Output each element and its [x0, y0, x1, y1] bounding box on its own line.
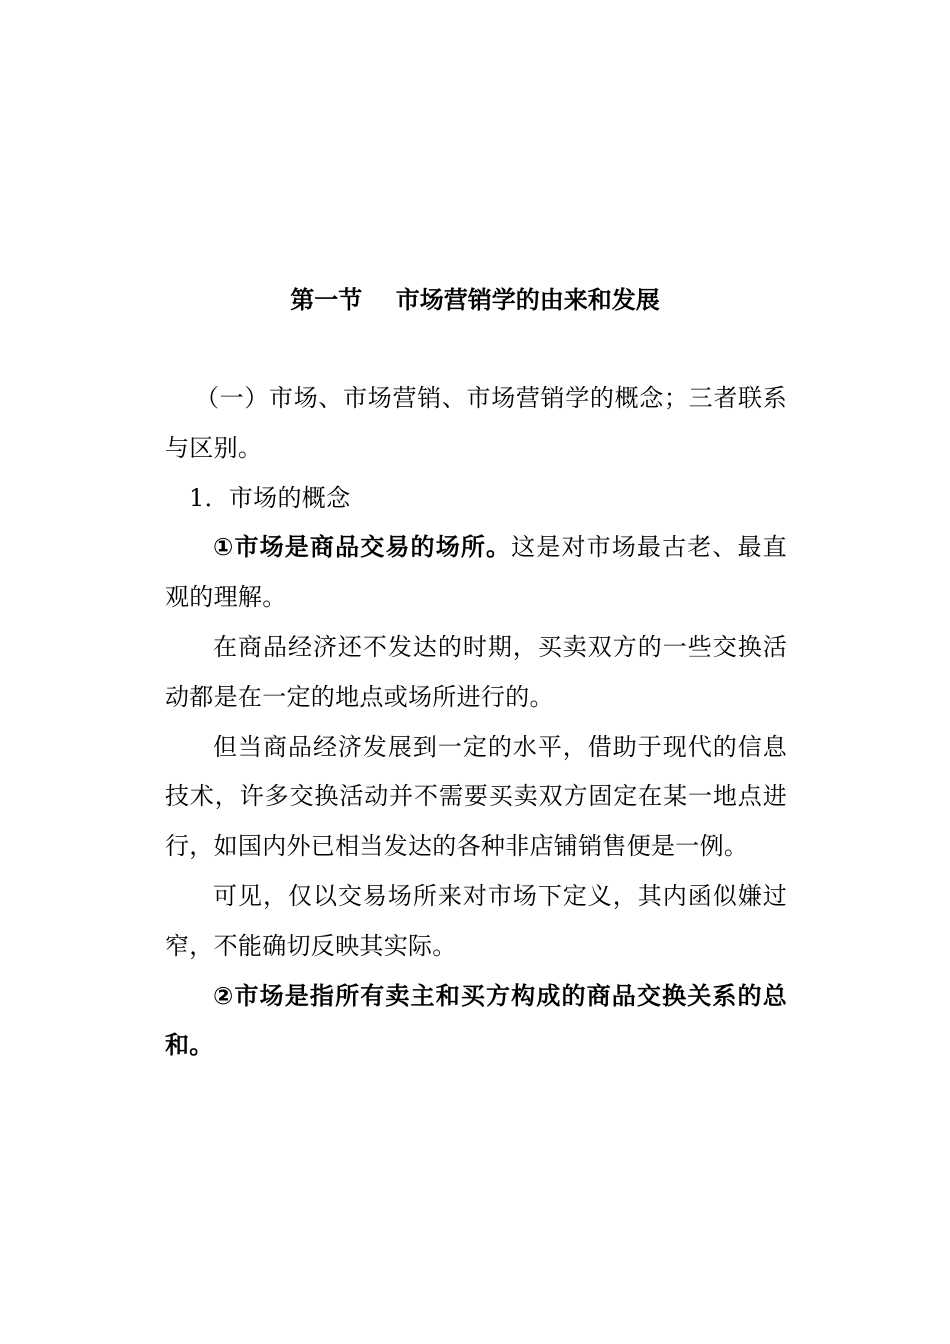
document-body [165, 374, 787, 1071]
paragraph-definition-2 [165, 972, 787, 1072]
paragraph-modern-economy: 但当商品经济发展到一定的水平，借助于现代的信息技术，许多交换活动并不需要买卖双方固定在某一地点进行，如国内外已相当发达的各种非店铺销售便是一例。 [165, 732, 787, 861]
paragraph-subsection-heading: （一）市场、市场营销、市场营销学的概念；三者联系与区别。 [165, 384, 787, 462]
section-title: 第一节 市场营销学的由来和发展 [290, 286, 660, 314]
paragraph-item-heading: 1．市场的概念 [189, 483, 351, 512]
paragraph-early-economy: 在商品经济还不发达的时期，买卖双方的一些交换活动都是在一定的地点或场所进行的。 [165, 632, 787, 711]
definition-2-bold: ②市场是指所有卖主和买方构成的商品交换关系的总和。 [165, 981, 787, 1060]
definition-1-text: 这是对市场最古老、最直观的理解。 [165, 533, 787, 612]
paragraph-conclusion: 可见，仅以交易场所来对市场下定义，其内函似嫌过窄，不能确切反映其实际。 [165, 881, 787, 960]
paragraph-definition-1 [165, 523, 787, 623]
definition-1-bold: ①市场是商品交易的场所。 [213, 533, 512, 562]
